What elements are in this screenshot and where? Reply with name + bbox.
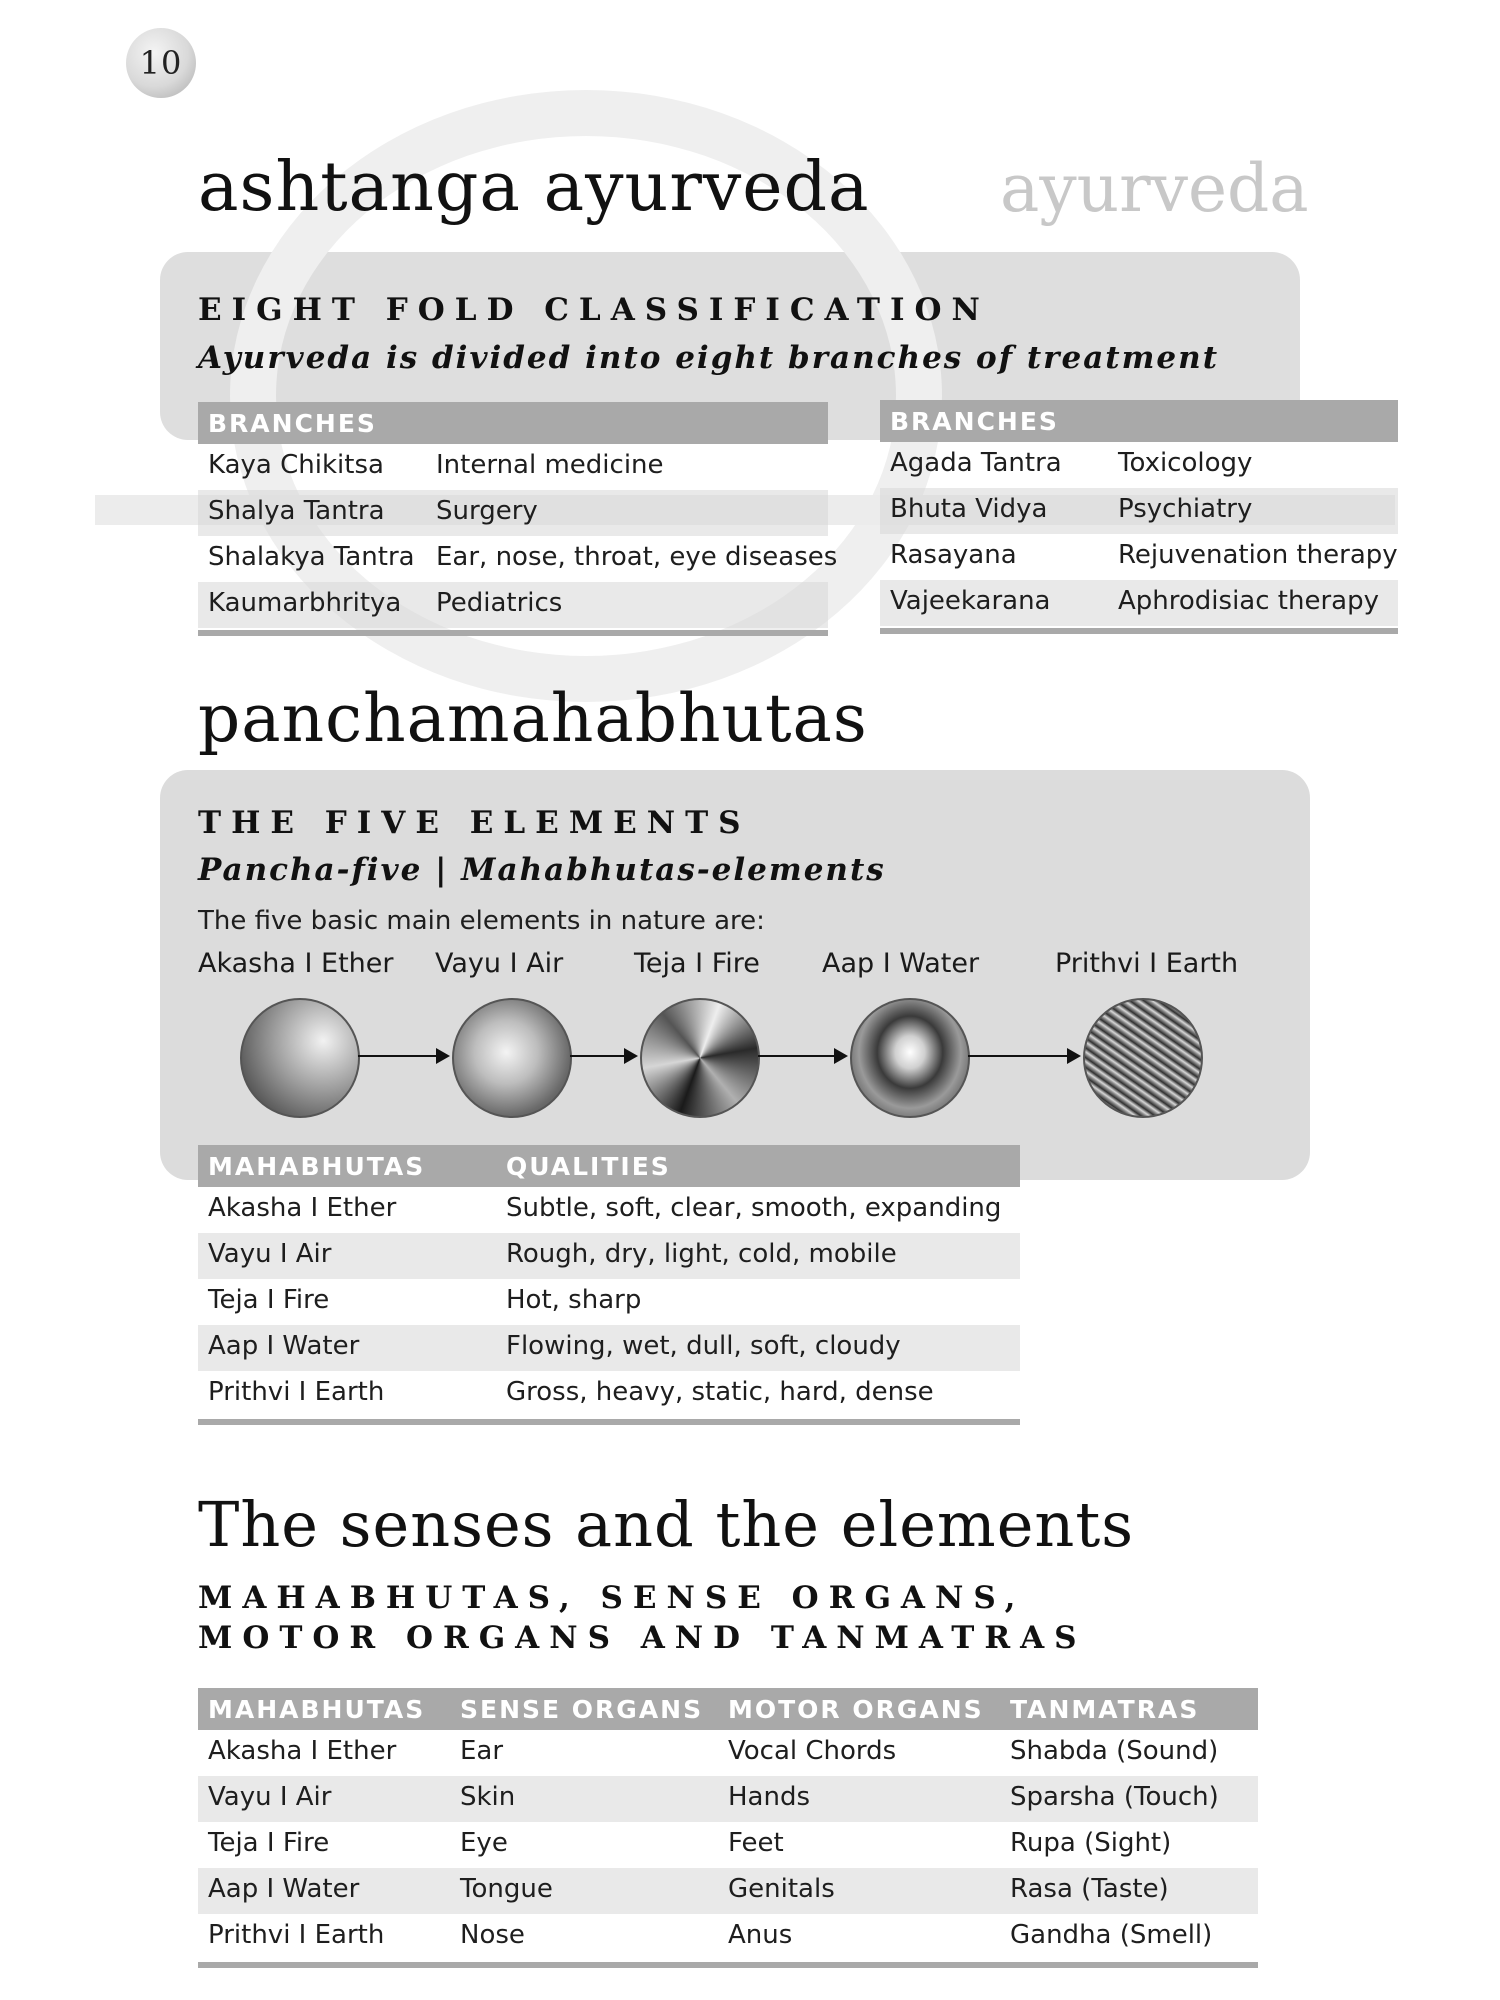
header-tanmatras: TANMATRAS (1010, 1695, 1200, 1724)
branch-name: Rasayana (890, 540, 1017, 570)
mahabhuta-name: Teja I Fire (208, 1828, 330, 1858)
table-row (198, 1776, 1258, 1822)
sense-organ: Nose (460, 1920, 525, 1950)
header-branches: BRANCHES (890, 407, 1059, 436)
mahabhutas-qualities-table (198, 1145, 1020, 1425)
section-title-senses: The senses and the elements (198, 1488, 1135, 1561)
branch-meaning: Aphrodisiac therapy (1118, 586, 1379, 616)
section-caption-eight-fold: EIGHT FOLD CLASSIFICATION (198, 292, 990, 328)
arrow-air-to-fire (570, 1055, 636, 1057)
section-subtitle-five-elements: Pancha-five | Mahabhutas-elements (198, 852, 886, 888)
table-row (880, 534, 1398, 580)
water-drop-icon (850, 998, 970, 1118)
table-row (198, 490, 828, 536)
section-caption-line2: MOTOR ORGANS AND TANMATRAS (198, 1620, 1087, 1656)
table-row (198, 1325, 1020, 1371)
branch-meaning: Surgery (436, 496, 538, 526)
motor-organ: Hands (728, 1782, 811, 1812)
table-header (880, 400, 1398, 442)
table-header (198, 402, 828, 444)
table-row (880, 488, 1398, 534)
element-label-earth: Prithvi I Earth (1055, 948, 1239, 979)
table-row (880, 442, 1398, 488)
branch-meaning: Pediatrics (436, 588, 563, 618)
table-row (198, 1371, 1020, 1417)
branch-name: Kaumarbhritya (208, 588, 402, 618)
branch-meaning: Internal medicine (436, 450, 664, 480)
ether-orb-icon (240, 998, 360, 1118)
element-label-ether: Akasha I Ether (198, 948, 394, 979)
senses-table (198, 1688, 1258, 1968)
table-footer-rule (198, 1419, 1020, 1425)
element-label-air: Vayu I Air (435, 948, 564, 979)
earth-texture-icon (1083, 998, 1203, 1118)
branch-name: Shalya Tantra (208, 496, 385, 526)
tanmatra: Gandha (Smell) (1010, 1920, 1213, 1950)
mahabhuta-name: Prithvi I Earth (208, 1920, 385, 1950)
section-title-panchamahabhutas: panchamahabhutas (198, 680, 868, 757)
table-header (198, 1145, 1020, 1187)
branch-name: Kaya Chikitsa (208, 450, 384, 480)
header-branches: BRANCHES (208, 409, 377, 438)
mahabhuta-name: Vayu I Air (208, 1782, 332, 1812)
branch-name: Bhuta Vidya (890, 494, 1048, 524)
table-row (198, 1187, 1020, 1233)
header-sense-organs: SENSE ORGANS (460, 1695, 704, 1724)
sense-organ: Skin (460, 1782, 516, 1812)
table-row (198, 1868, 1258, 1914)
mahabhuta-qualities: Gross, heavy, static, hard, dense (506, 1377, 934, 1407)
sense-organ: Ear (460, 1736, 504, 1766)
section-subtitle-eight-fold: Ayurveda is divided into eight branches of treatment (198, 340, 1220, 376)
branches-table-left (198, 402, 838, 636)
air-cloud-icon (452, 998, 572, 1118)
table-row (198, 1730, 1258, 1776)
element-label-fire: Teja I Fire (634, 948, 760, 979)
tanmatra: Sparsha (Touch) (1010, 1782, 1219, 1812)
table-header (198, 1688, 1258, 1730)
tanmatra: Rasa (Taste) (1010, 1874, 1169, 1904)
sense-organ: Tongue (460, 1874, 553, 1904)
mahabhuta-name: Aap I Water (208, 1874, 360, 1904)
motor-organ: Genitals (728, 1874, 835, 1904)
table-row (198, 1233, 1020, 1279)
motor-organ: Anus (728, 1920, 793, 1950)
mahabhuta-name: Teja I Fire (208, 1285, 330, 1315)
branch-name: Vajeekarana (890, 586, 1051, 616)
header-mahabhutas: MAHABHUTAS (208, 1152, 426, 1181)
mahabhuta-name: Akasha I Ether (208, 1193, 397, 1223)
table-row (198, 444, 828, 490)
motor-organ: Vocal Chords (728, 1736, 897, 1766)
header-motor-organs: MOTOR ORGANS (728, 1695, 984, 1724)
header-mahabhutas: MAHABHUTAS (208, 1695, 426, 1724)
branches-table-right (880, 400, 1398, 634)
tanmatra: Shabda (Sound) (1010, 1736, 1219, 1766)
reverse-page-title: ayurveda (1000, 150, 1309, 227)
section-title-ashtanga: ashtanga ayurveda (198, 148, 870, 227)
mahabhuta-qualities: Rough, dry, light, cold, mobile (506, 1239, 897, 1269)
mahabhuta-name: Akasha I Ether (208, 1736, 397, 1766)
table-row (198, 1279, 1020, 1325)
branch-meaning: Psychiatry (1118, 494, 1253, 524)
elements-intro: The five basic main elements in nature are: (198, 906, 765, 936)
table-row (198, 1822, 1258, 1868)
section-caption-five-elements: THE FIVE ELEMENTS (198, 805, 751, 841)
arrow-fire-to-water (758, 1055, 846, 1057)
branch-meaning: Ear, nose, throat, eye diseases (436, 542, 838, 572)
table-row (880, 580, 1398, 626)
fire-flame-icon (640, 998, 760, 1118)
branch-meaning: Toxicology (1118, 448, 1253, 478)
table-footer-rule (198, 1962, 1258, 1968)
tanmatra: Rupa (Sight) (1010, 1828, 1172, 1858)
mahabhuta-name: Aap I Water (208, 1331, 360, 1361)
table-row (198, 536, 838, 582)
motor-organ: Feet (728, 1828, 784, 1858)
element-label-water: Aap I Water (822, 948, 980, 979)
branch-name: Agada Tantra (890, 448, 1062, 478)
table-row (198, 582, 828, 628)
mahabhuta-name: Prithvi I Earth (208, 1377, 385, 1407)
mahabhuta-name: Vayu I Air (208, 1239, 332, 1269)
branch-meaning: Rejuvenation therapy (1118, 540, 1398, 570)
arrow-water-to-earth (968, 1055, 1079, 1057)
mahabhuta-qualities: Hot, sharp (506, 1285, 642, 1315)
mahabhuta-qualities: Flowing, wet, dull, soft, cloudy (506, 1331, 901, 1361)
table-row (198, 1914, 1258, 1960)
table-footer-rule (880, 628, 1398, 634)
header-qualities: QUALITIES (506, 1152, 671, 1181)
arrow-ether-to-air (358, 1055, 448, 1057)
branch-name: Shalakya Tantra (208, 542, 415, 572)
table-footer-rule (198, 630, 828, 636)
section-caption-line1: MAHABHUTAS, SENSE ORGANS, (198, 1580, 1026, 1616)
mahabhuta-qualities: Subtle, soft, clear, smooth, expanding (506, 1193, 1002, 1223)
page-number: 10 (126, 28, 196, 98)
sense-organ: Eye (460, 1828, 508, 1858)
